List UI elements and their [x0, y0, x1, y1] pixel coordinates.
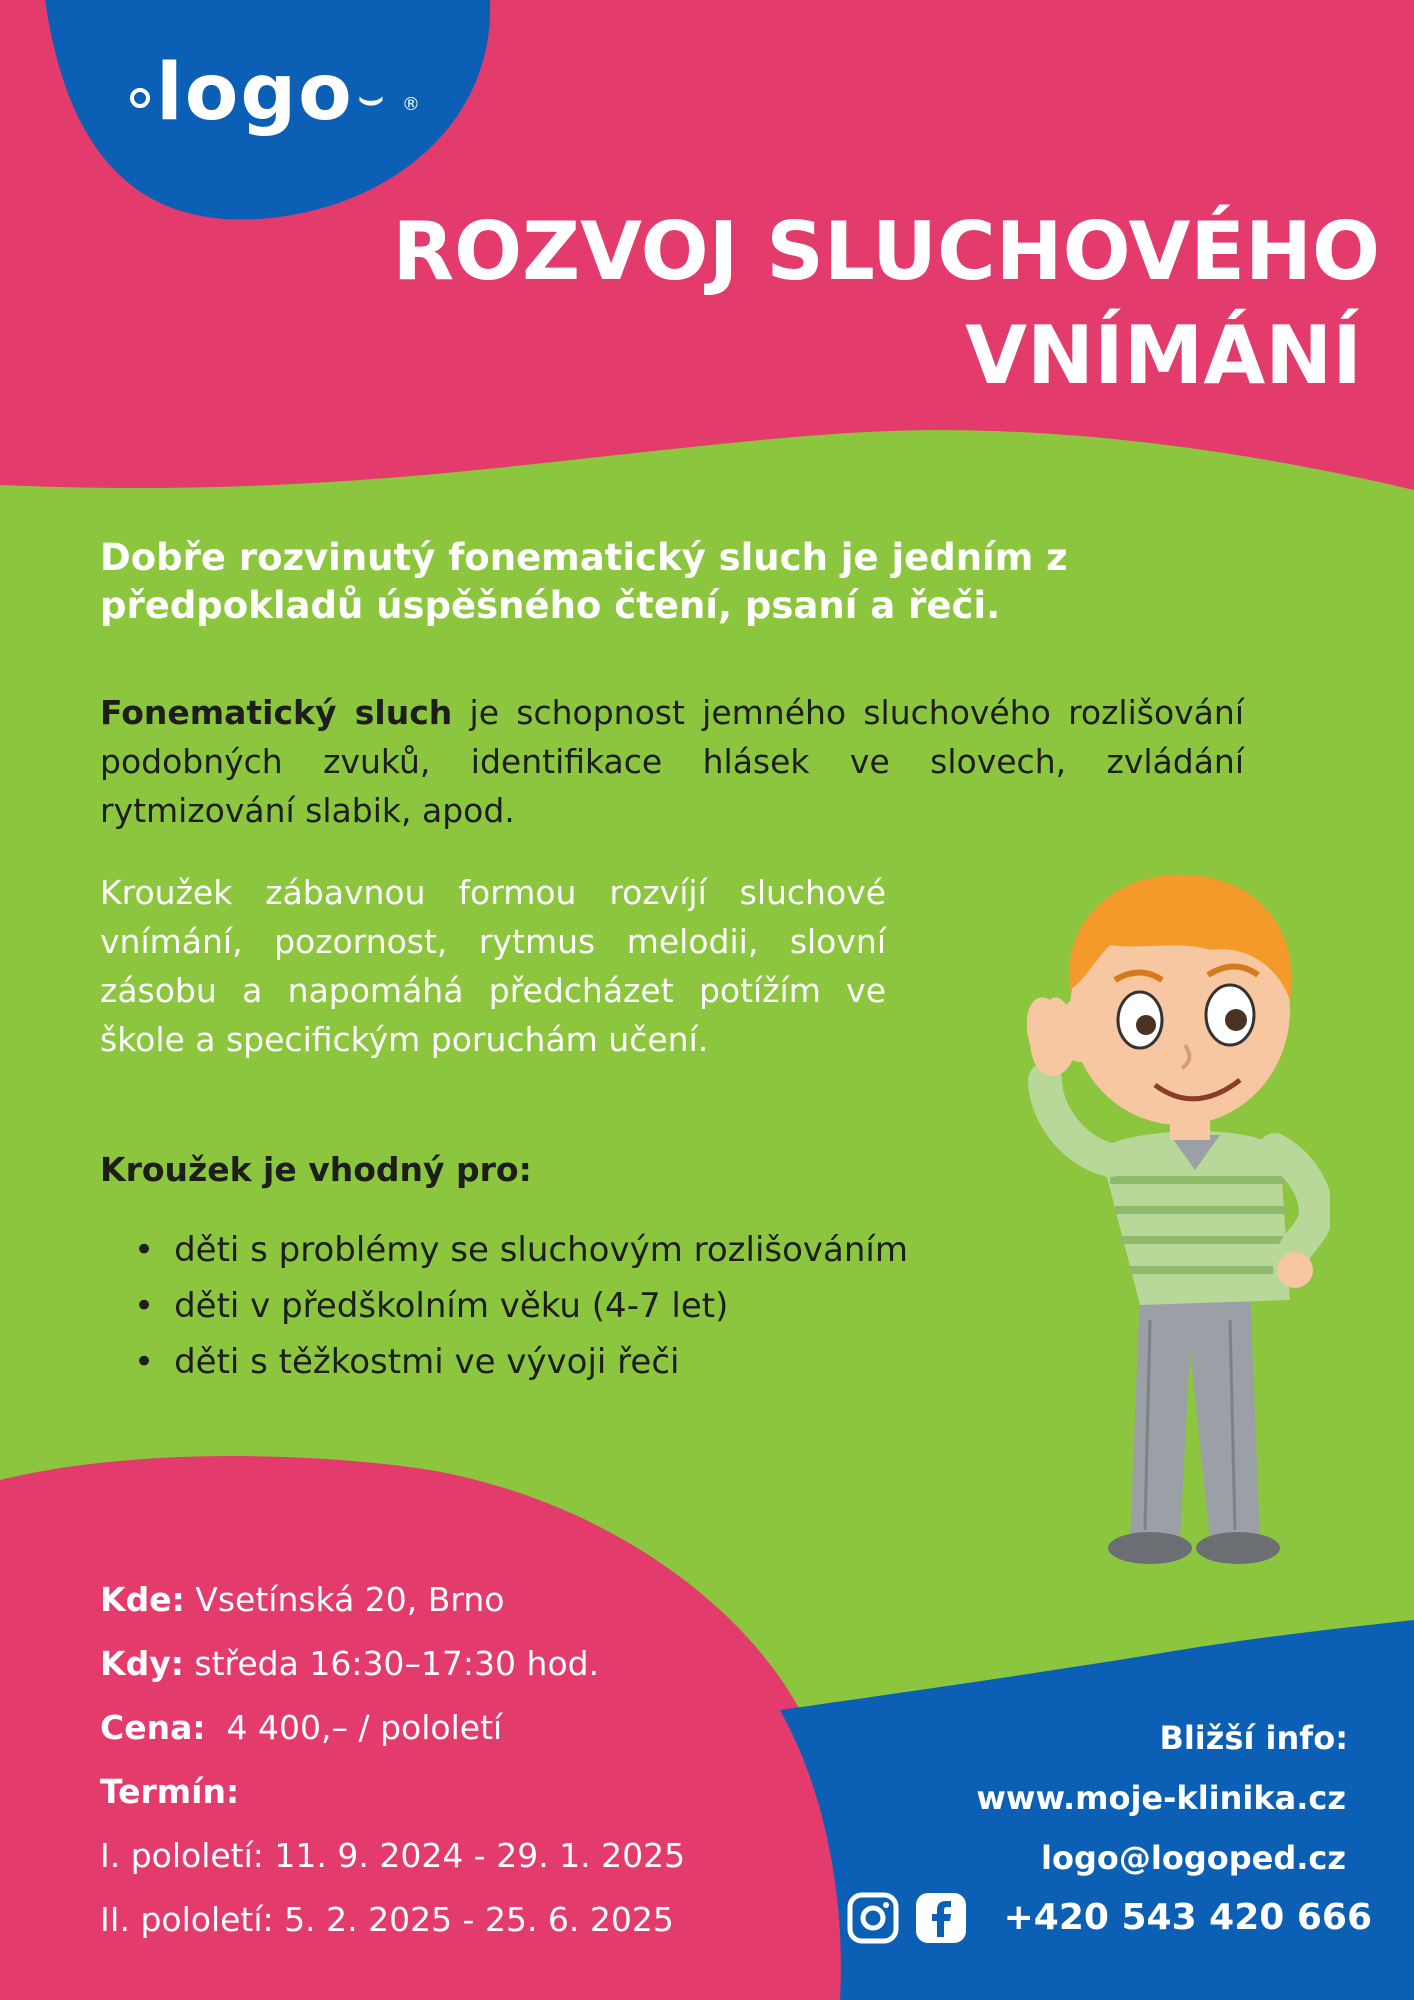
phone-row [846, 1888, 1372, 1948]
price-label: Cena: [100, 1708, 206, 1747]
description-paragraph: Kroužek zábavnou formou rozvíjí sluchové vnímání, pozornost, rytmus melodii, slovní zásobu a napomáhá předcházet potížím ve škole a specifickým poruchám učení. [100, 873, 886, 1059]
contact-info [846, 1708, 1372, 1948]
email-link[interactable]: logo@logoped.cz [1041, 1839, 1346, 1877]
when-label: Kdy: [100, 1644, 184, 1683]
list-item: • děti s těžkostmi ve vývoji řeči [100, 1334, 908, 1390]
price-value: 4 400,– / pololetí [205, 1708, 503, 1747]
definition-paragraph [100, 688, 1244, 835]
title-line-1: ROZVOJ SLUCHOVÉHO [392, 205, 1380, 298]
suitable-heading: Kroužek je vhodný pro: [100, 1150, 532, 1189]
facebook-icon[interactable] [914, 1891, 968, 1945]
contact-heading: Bližší info: [1159, 1719, 1348, 1757]
when-row [100, 1632, 685, 1696]
where-row [100, 1568, 685, 1632]
term-row [100, 1760, 685, 1824]
brand-logo [130, 48, 422, 138]
lead-text: Dobře rozvinutý fonematický sluch je jedním z předpokladů úspěšného čtení, psaní a řeči. [100, 536, 1068, 627]
list-item: • děti s problémy se sluchovým rozlišováním [100, 1222, 908, 1278]
logo-wave-icon: ⌣ [357, 74, 387, 121]
logo-dot-icon [130, 88, 150, 108]
term-label: Termín: [100, 1772, 240, 1811]
website-link[interactable]: www.moje-klinika.cz [976, 1779, 1346, 1817]
term-second: II. pololetí: 5. 2. 2025 - 25. 6. 2025 [100, 1900, 674, 1939]
course-info [100, 1568, 685, 1952]
term-first: I. pololetí: 11. 9. 2024 - 29. 1. 2025 [100, 1836, 686, 1875]
registered-mark: ® [402, 94, 422, 115]
price-row [100, 1696, 685, 1760]
list-item: • děti v předškolním věku (4-7 let) [100, 1278, 908, 1334]
logo-text: logo [156, 48, 354, 138]
boy-illustration [990, 850, 1330, 1580]
page-title [380, 200, 1380, 408]
definition-term: Fonematický sluch [100, 693, 453, 732]
definition-text: je schopnost jemného sluchového rozlišování podobných zvuků, identifikace hlásek ve slovech, zvládání rytmizování slabik, apod. [100, 693, 1244, 830]
where-label: Kde: [100, 1580, 185, 1619]
suitable-list [100, 1222, 908, 1390]
phone-number[interactable]: +420 543 420 666 [1003, 1897, 1372, 1938]
where-value: Vsetínská 20, Brno [184, 1580, 505, 1619]
title-line-2: VNÍMÁNÍ [965, 309, 1362, 402]
when-value: středa 16:30–17:30 hod. [183, 1644, 600, 1683]
instagram-icon[interactable] [846, 1891, 900, 1945]
